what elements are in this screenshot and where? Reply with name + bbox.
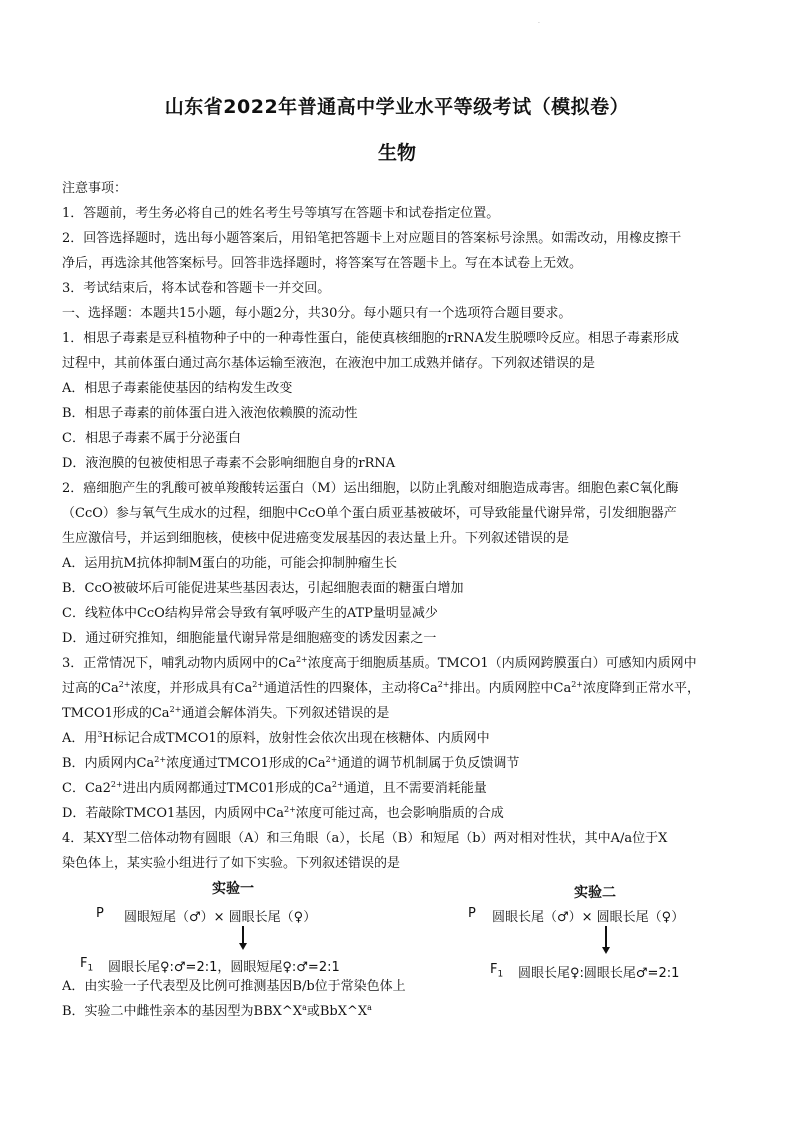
notice-item-2: 2．回答选择题时，选出每小题答案后，用铅笔把答题卡上对应题目的答案标号涂黑。如需改动，用橡皮擦干 [62,231,682,246]
q3-stem [62,651,738,676]
q2-option-b: B．CcO被破坏后可能促进某些基因表达，引起细胞表面的糖蛋白增加 [62,581,464,596]
exam-title: 山东省2022年普通高中学业水平等级考试（模拟卷） [164,96,630,118]
q3-text: 浓度可能过高，也会影响脂质的合成 [295,806,504,821]
q3-stem-cont-2 [62,701,738,726]
notice-item-1: 1．答题前，考生务必将自己的姓名考生号等填写在答题卡和试卷指定位置。 [62,206,500,221]
q4-stem: 4．某XY型二倍体动物有圆眼（A）和三角眼（a），长尾（B）和短尾（b）两对相对性状，其中A/a位于X [62,831,668,846]
section-heading: 一、选择题：本题共15小题，每小题2分，共30分。每小题只有一个选项符合题目要求。 [62,306,572,321]
q3-text: 过高的Ca [62,681,119,696]
q1-option-c: C．相思子毒素不属于分泌蛋白 [62,431,241,446]
ion-charge: 2+ [110,780,123,789]
q3-option-a [62,726,738,751]
q1-stem: 1．相思子毒素是豆科植物种子中的一种毒性蛋白，能使真核细胞的rRNA发生脱嘌呤反应。相思子毒素形成 [62,331,680,346]
q3-option-c [62,776,738,801]
exp1-f1-label [80,956,93,974]
q1-option-a: A．相思子毒素能使基因的结构发生改变 [62,381,293,396]
ion-charge: 2+ [295,655,308,664]
allele-sup: a [302,1003,307,1012]
exp1-p-label: P [96,906,104,921]
f1-subscript: 1 [87,963,94,974]
exp1-title: 实验一 [212,881,254,897]
allele-sup: a [367,1003,372,1012]
notice-item-2-cont: 净后，再选涂其他答案标号。回答非选择题时，将答案写在答题卡上。写在本试卷上无效。 [62,256,583,271]
f1-subscript: 1 [497,969,504,980]
notice-item-3: 3．考试结束后，将本试卷和答题卡一并交回。 [62,281,331,296]
ion-charge: 2+ [325,755,338,764]
q3-option-d [62,801,738,826]
q2-stem-cont-1: （CcO）参与氧气生成水的过程，细胞中CcO单个蛋白质亚基被破坏，可导致能量代谢异常，引发细胞器产 [62,506,677,521]
q2-option-d: D．通过研究推知，细胞能量代谢异常是细胞癌变的诱发因素之一 [62,631,437,646]
q3-text: 通道会解体消失。下列叙述错误的是 [181,706,390,721]
q3-text: 排出。内质网腔中Ca [449,681,572,696]
q4-option-b [62,999,738,1024]
q4-text: B．实验二中雌性亲本的基因型为BBX^X [62,1004,303,1019]
ion-charge: 2+ [169,705,182,714]
q2-stem: 2．癌细胞产生的乳酸可被单羧酸转运蛋白（M）运出细胞，以防止乳酸对细胞造成毒害。细胞色素C氧化酶 [62,481,679,496]
q3-text: 浓度高于细胞质基质。TMCO1（内质网跨膜蛋白）可感知内质网中 [307,656,697,671]
f1-letter: F [80,956,88,971]
q4-option-a: A．由实验一子代表型及比例可推测基因B/b位于常染色体上 [62,979,406,994]
q3-text: 浓度通过TMCO1形成的Ca [166,756,326,771]
q3-text: C．Ca2 [62,781,111,796]
f1-letter: F [490,962,498,977]
q3-text: H标记合成TMCO1的原料，放射性会依次出现在核糖体、内质网中 [102,731,490,746]
exp2-arrow-head [602,947,610,954]
q3-text: TMCO1形成的Ca [62,706,170,721]
exp1-arrow-shaft [242,926,244,944]
q3-text: 通道的调节机制属于负反馈调节 [337,756,520,771]
q2-stem-cont-2: 生应激信号，并运到细胞核，使核中促进癌变发展基因的表达量上升。下列叙述错误的是 [62,531,570,546]
exp2-arrow-shaft [605,926,607,948]
q3-stem-cont-1 [62,676,738,701]
exam-content [62,176,738,994]
subject-title: 生物 [377,142,416,164]
isotope-mass: 3 [97,730,103,739]
ion-charge: 2+ [118,680,131,689]
q3-text: 通道活性的四聚体，主动将Ca [264,681,438,696]
exp1-offspring: 圆眼长尾♀:♂=2:1，圆眼短尾♀:♂=2:1 [108,960,340,975]
q3-text: A．用 [62,731,98,746]
exp1-parents: 圆眼短尾（♂）× 圆眼长尾（♀） [124,910,317,925]
q3-text: B．内质网内Ca [62,756,155,771]
exp1-arrow-head [239,943,247,950]
q4-options [62,974,738,1024]
q2-option-c: C．线粒体中CcO结构异常会导致有氧呼吸产生的ATP量明显减少 [62,606,438,621]
q3-text: 3．正常情况下，哺乳动物内质网中的Ca [62,656,296,671]
q4-text: 或BbX^X [306,1004,368,1019]
q3-text: 浓度，并形成具有Ca [130,681,253,696]
q2-option-a: A．运用抗M抗体抑制M蛋白的功能，可能会抑制肿瘤生长 [62,556,398,571]
q3-text: 通道，且不需要消耗能量 [343,781,487,796]
q4-stem-cont: 染色体上，某实验小组进行了如下实验。下列叙述错误的是 [62,856,401,871]
ion-charge: 2+ [252,680,264,689]
q3-text: 进出内质网都通过TMC01形成的Ca [122,781,332,796]
q1-option-b: B．相思子毒素的前体蛋白进入液泡依赖膜的流动性 [62,406,358,421]
ion-charge: 2+ [331,780,344,789]
q1-option-d: D．液泡膜的包被使相思子毒素不会影响细胞自身的rRNA [62,456,396,471]
ion-charge: 2+ [437,680,450,689]
exp2-parents: 圆眼长尾（♂）× 圆眼长尾（♀） [492,910,685,925]
exp2-p-label: P [468,906,476,921]
exp2-offspring: 圆眼长尾♀:圆眼长尾♂=2:1 [518,966,680,981]
exp2-title: 实验二 [574,885,616,901]
ion-charge: 2+ [571,680,583,689]
ion-charge: 2+ [283,805,296,814]
q3-text: 浓度降到正常水平， [583,681,701,696]
q3-text: D．若敲除TMCO1基因，内质网中Ca [62,806,284,821]
q1-stem-cont: 过程中，其前体蛋白通过高尔基体运输至液泡，在液泡中加工成熟并储存。下列叙述错误的是 [62,356,596,371]
ion-charge: 2+ [154,755,167,764]
notice-heading: 注意事项： [62,181,128,196]
corner-mark: . [538,18,540,25]
q3-option-b [62,751,738,776]
